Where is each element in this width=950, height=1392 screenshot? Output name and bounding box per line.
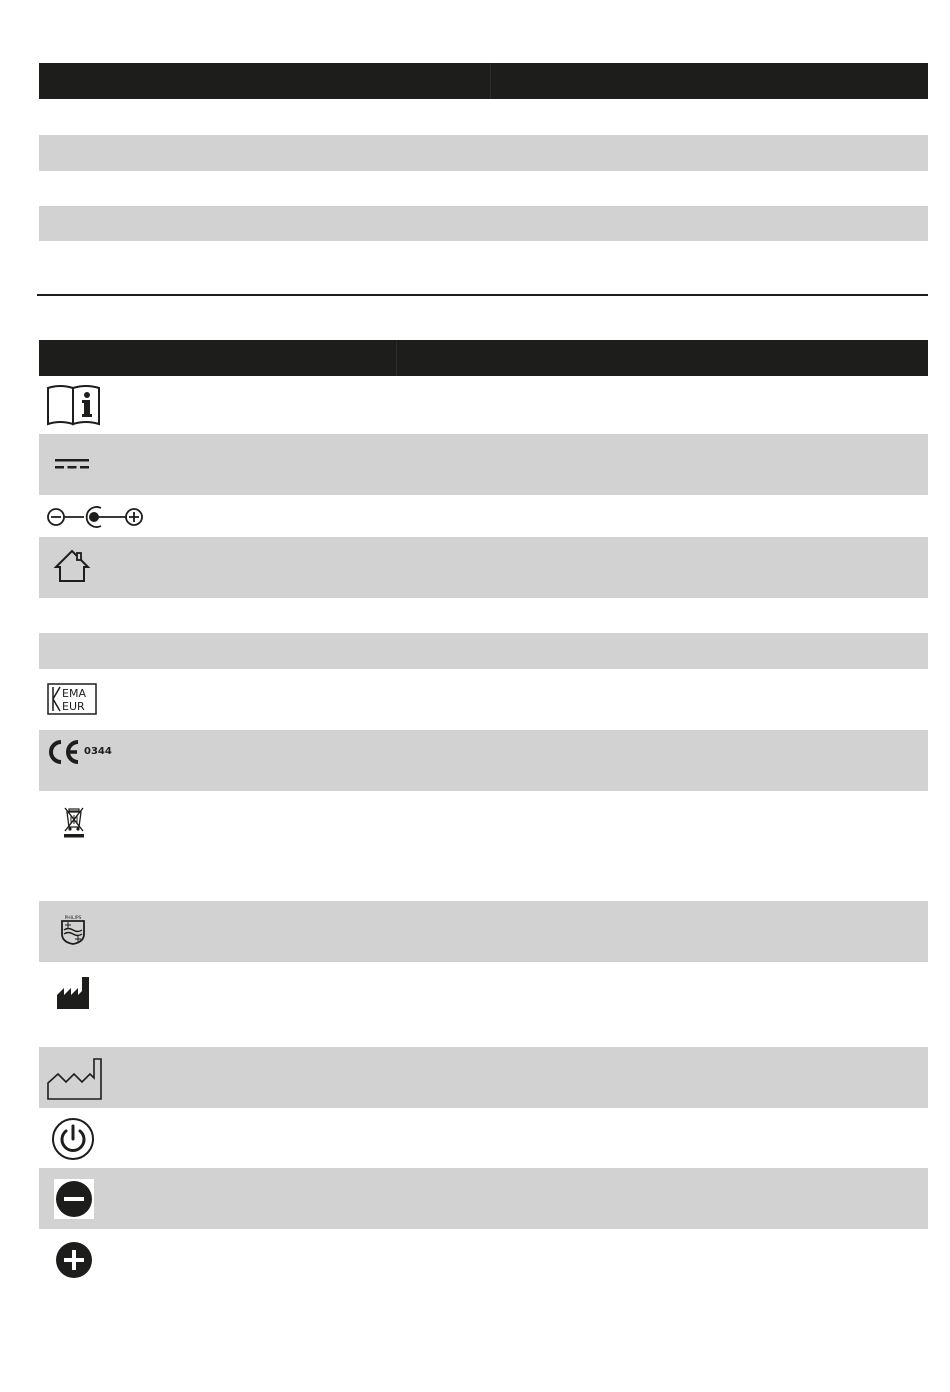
indoor-use-icon <box>53 549 93 585</box>
direct-current-icon <box>55 456 91 472</box>
svg-text:EUR: EUR <box>62 700 85 713</box>
read-instructions-icon <box>46 382 102 426</box>
table-row <box>39 537 928 598</box>
dc-polarity-icon <box>46 505 146 529</box>
table-row <box>39 135 928 171</box>
svg-text:EMA: EMA <box>62 687 86 700</box>
table-row <box>39 633 928 669</box>
table-1-header <box>39 63 928 99</box>
date-of-manufacture-icon <box>46 1057 104 1101</box>
table-row <box>39 901 928 962</box>
weee-bin-icon <box>62 805 86 839</box>
table-row <box>39 206 928 241</box>
column-divider <box>396 340 397 376</box>
ce-mark-icon <box>47 739 81 765</box>
table-row <box>39 434 928 495</box>
plus-button-icon <box>54 1240 94 1280</box>
ce-notified-body-number: 0344 <box>84 746 112 757</box>
kema-eur-mark-icon <box>47 683 97 715</box>
manufacturer-icon <box>55 975 91 1011</box>
philips-shield-icon <box>59 914 87 946</box>
table-row <box>39 1047 928 1108</box>
table-2-header <box>39 340 928 376</box>
table-row <box>39 1168 928 1229</box>
table-row <box>39 730 928 791</box>
svg-text:PHILIPS: PHILIPS <box>64 916 82 921</box>
column-divider <box>490 63 491 99</box>
minus-button-icon <box>54 1179 94 1219</box>
power-button-icon <box>51 1117 95 1161</box>
section-divider <box>37 294 928 296</box>
